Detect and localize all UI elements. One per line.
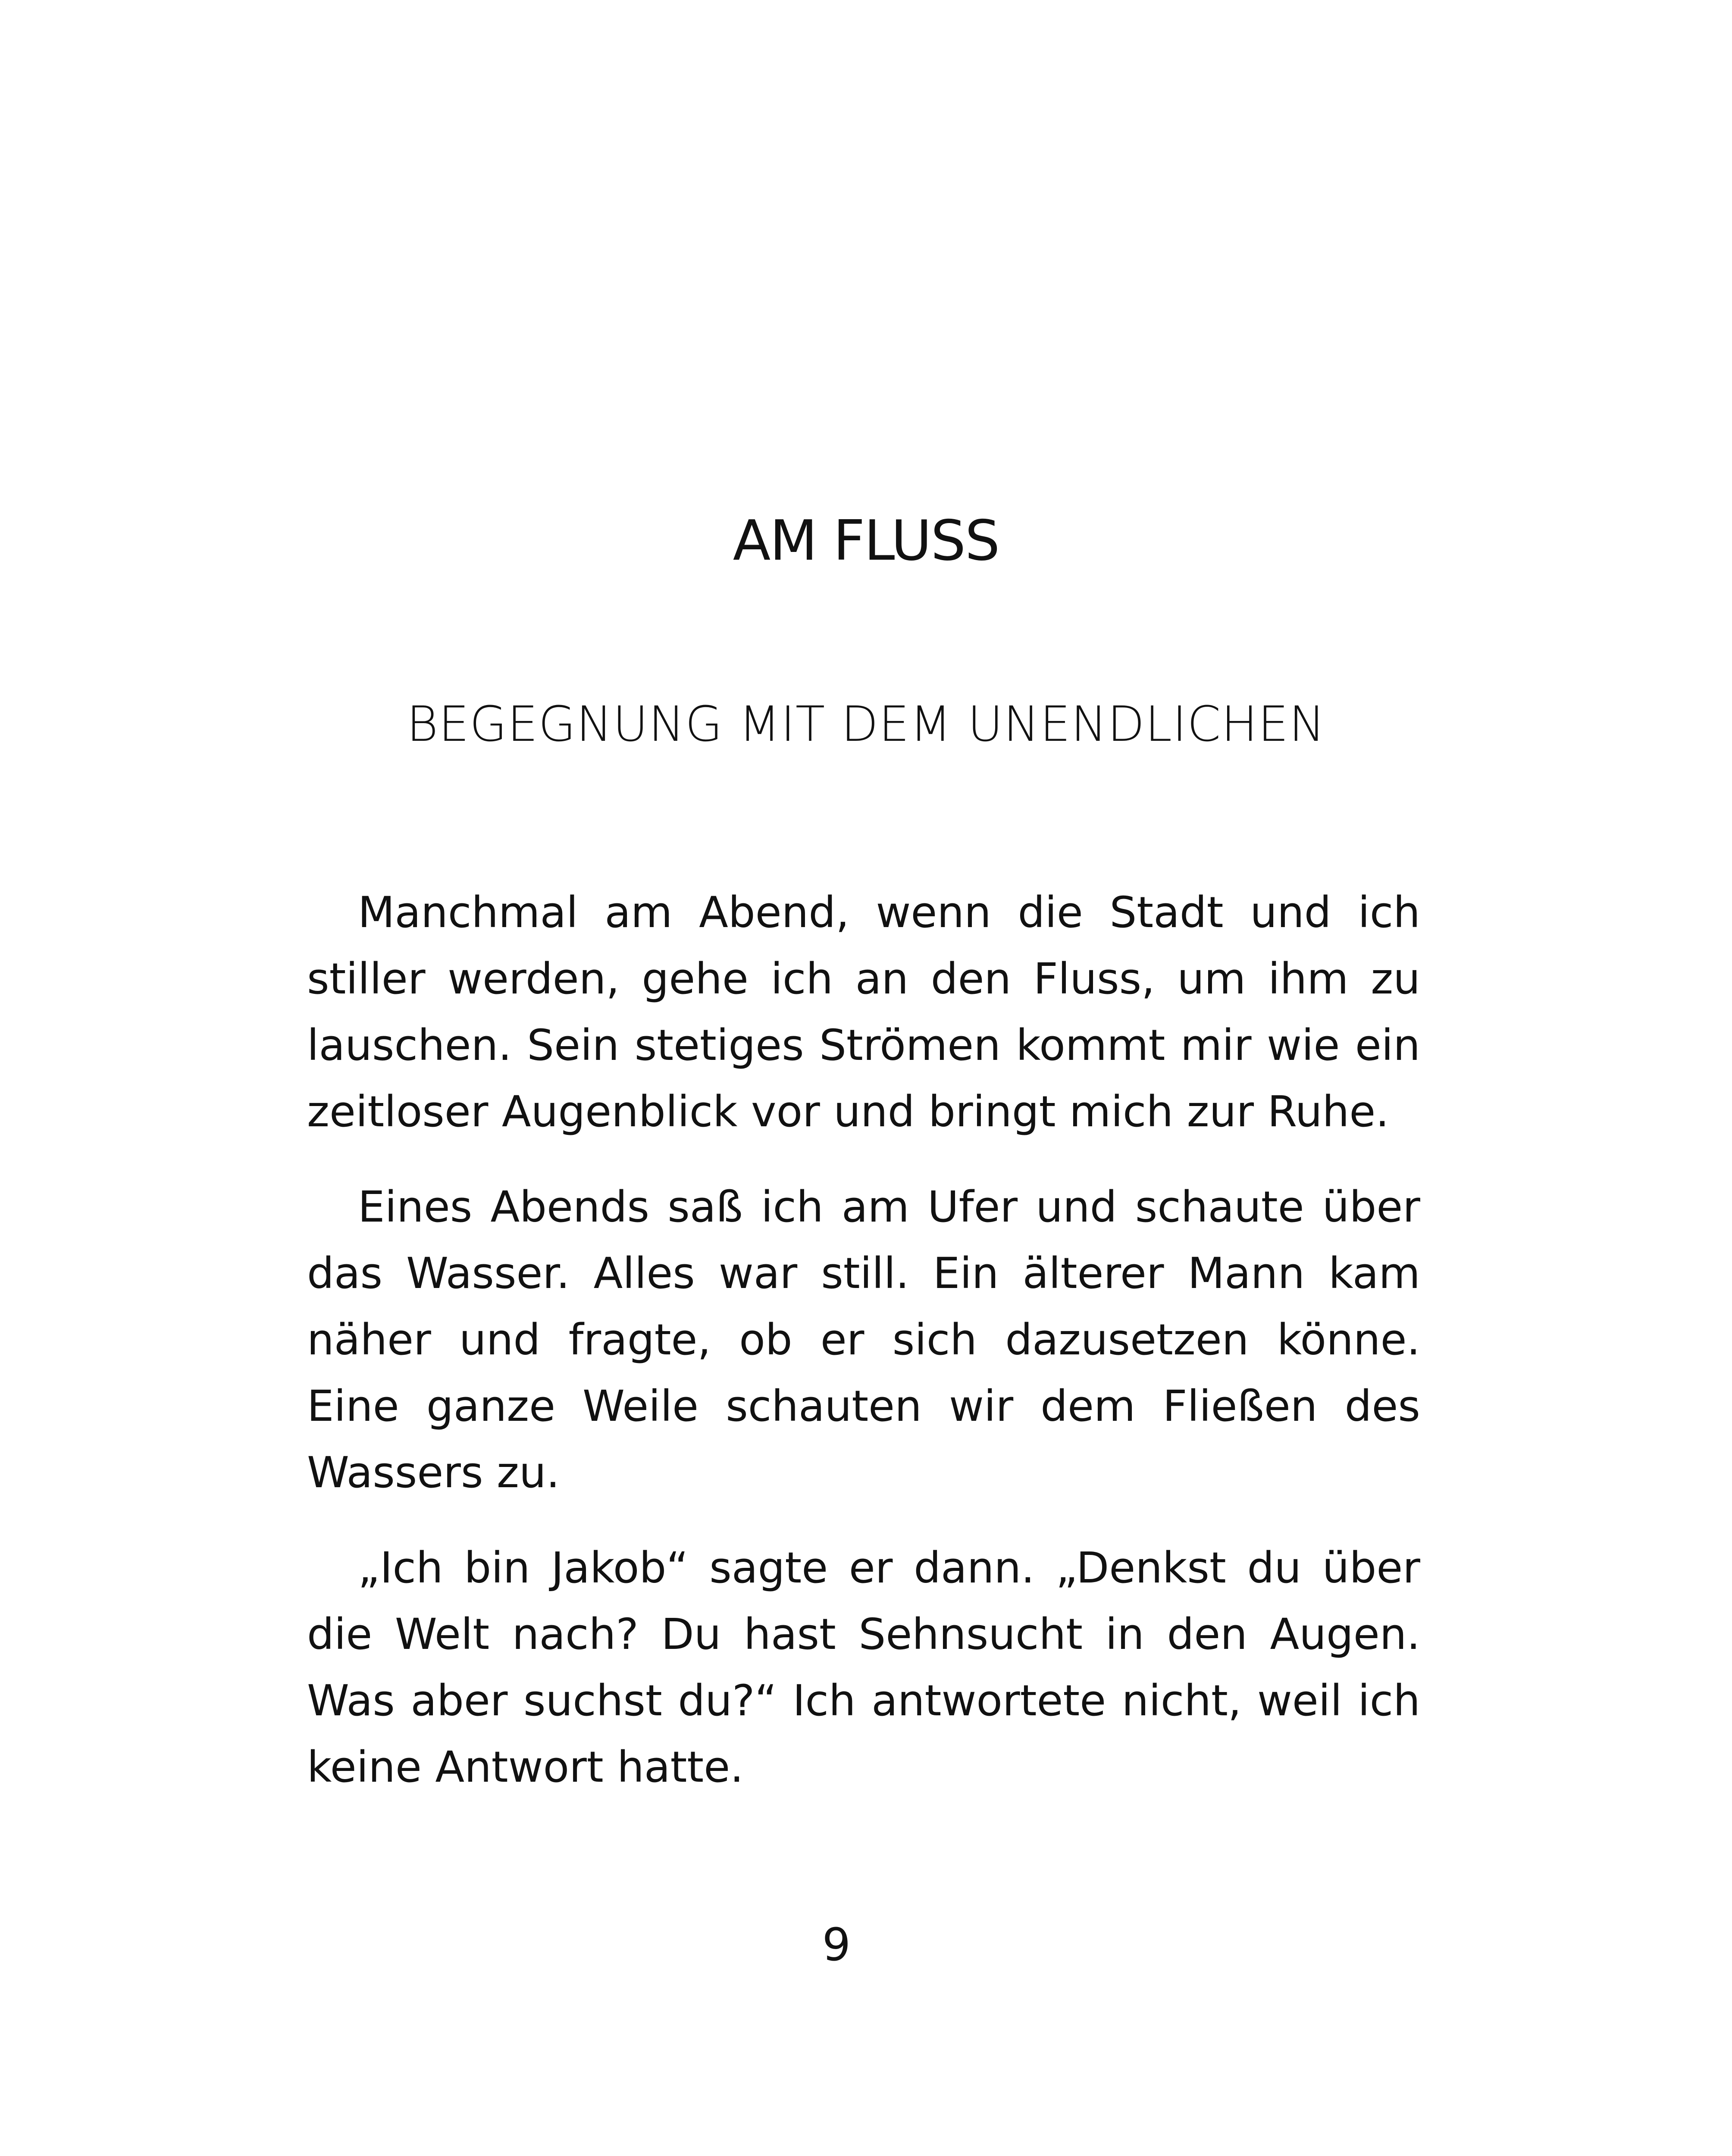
paragraph-3: „Ich bin Jakob“ sagte er dann. „Denkst du über die Welt nach? Du hast Sehnsucht in den Augen. Was aber suchst du?“ Ich antwortete nicht, weil ich keine Antwort hatte.: [307, 1543, 1420, 1792]
chapter-subtitle: BEGEGNUNG MIT DEM UNENDLICHEN: [406, 696, 1326, 752]
body-text: [307, 880, 1420, 1830]
paragraph-2: Eines Abends saß ich am Ufer und schaute über das Wasser. Alles war still. Ein älterer Mann kam näher und fragte, ob er sich dazusetzen könne. Eine ganze Weile schauten wir dem Fließen des Wassers zu.: [307, 1182, 1420, 1498]
chapter-title: AM FLUSS: [733, 509, 999, 573]
page-number: 9: [822, 1918, 851, 1971]
paragraph-1: Manchmal am Abend, wenn die Stadt und ich stiller werden, gehe ich an den Fluss, um ihm zu lauschen. Sein stetiges Strömen kommt mir wie ein zeitloser Augenblick vor und bringt mich zur Ruhe.: [307, 888, 1420, 1137]
